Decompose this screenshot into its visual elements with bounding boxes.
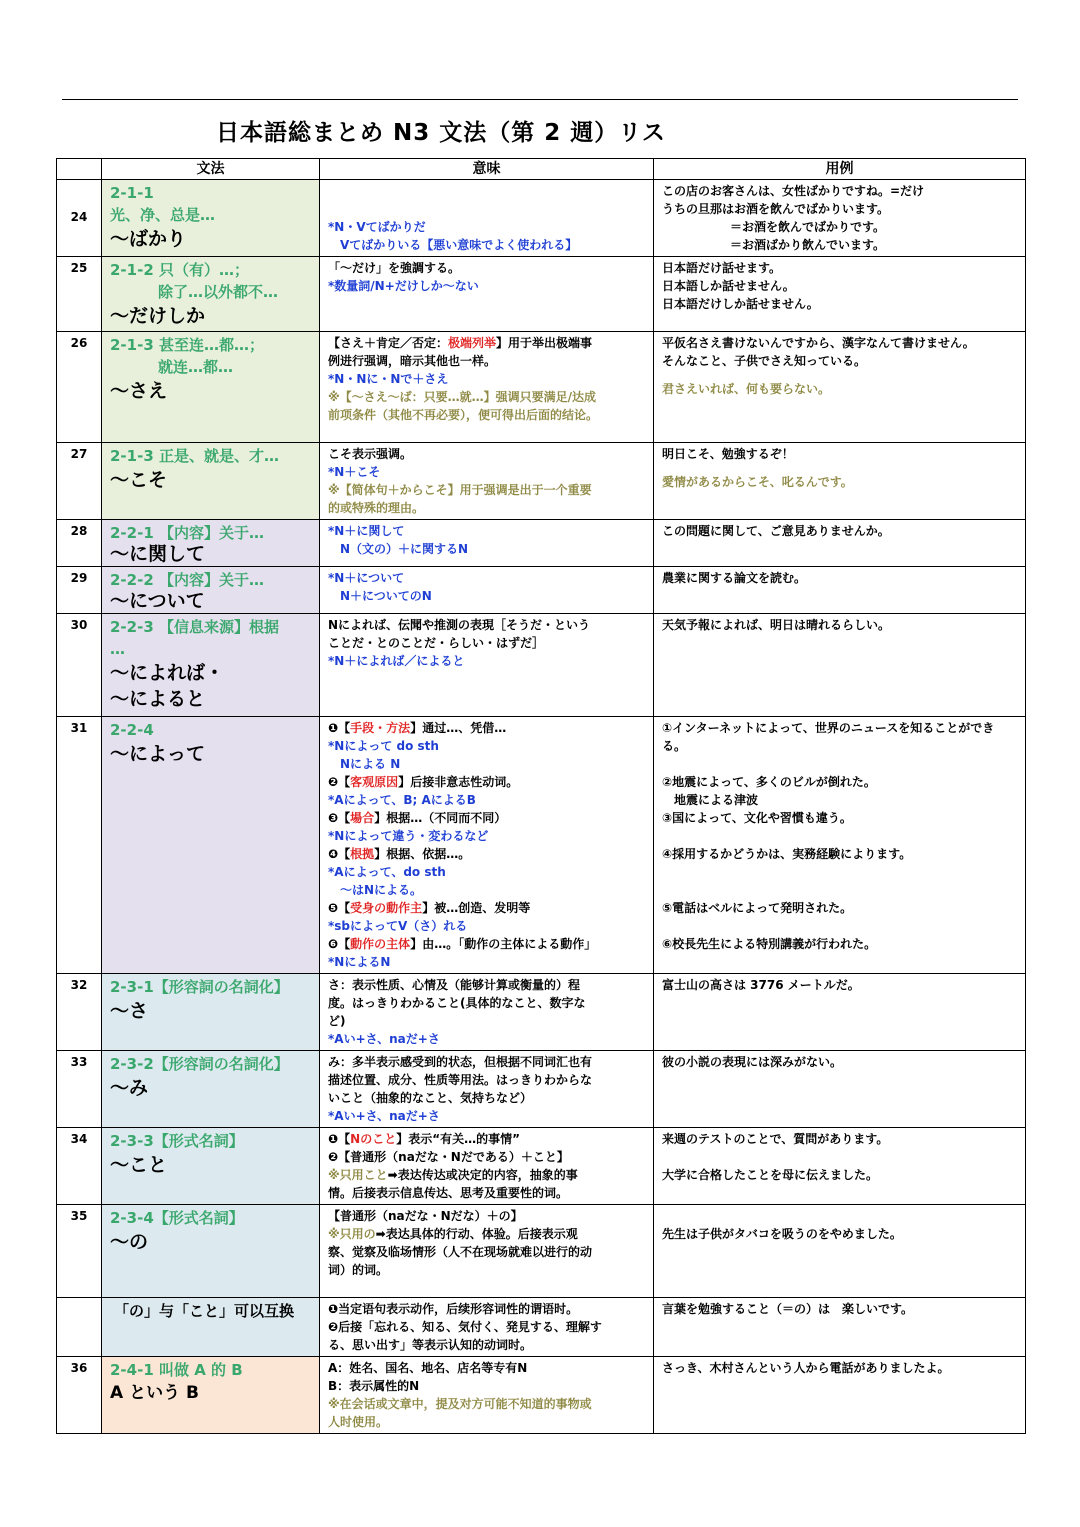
example-line: 平仮名さえ書けないんですから、漢字なんて書けません。 — [662, 336, 975, 350]
meaning-line: み：多半表示感受到的状态，但根据不同词汇也有 — [328, 1055, 593, 1069]
row-number: 32 — [57, 974, 102, 1051]
grammar-cell — [102, 1051, 320, 1128]
grammar-table — [56, 158, 1026, 1434]
meaning-line — [328, 935, 645, 953]
meaning-line: 人时使用。 — [328, 1415, 389, 1429]
grammar-chinese: … — [110, 640, 125, 658]
meaning-line — [328, 773, 645, 791]
grammar-code: 2-4-1 叫做 A 的 B — [110, 1361, 243, 1379]
meaning-suffix: 】用于举出极端事 — [496, 336, 593, 350]
meaning-line: A：姓名、国名、地名、店名等专有N — [328, 1361, 528, 1375]
grammar-code: 2-1-2 只（有）…； — [110, 261, 249, 279]
meaning-line — [328, 1225, 645, 1243]
meaning-line: Vてばかりいる【悪い意味でよく使われる】 — [340, 238, 578, 252]
meaning-note: ※只用こと — [328, 1168, 388, 1182]
table-row — [57, 614, 1026, 717]
meaning-mark: ❺【 — [328, 901, 351, 915]
meaning-cell — [320, 1298, 654, 1357]
table-row — [57, 1051, 1026, 1128]
example-cell — [654, 520, 1026, 567]
grammar-cell — [102, 332, 320, 443]
row-number: 35 — [57, 1205, 102, 1298]
grammar-form: ～こそ — [110, 469, 168, 491]
meaning-prefix: 【さえ＋肯定／否定： — [328, 336, 449, 350]
grammar-cell — [102, 567, 320, 614]
table-row — [57, 443, 1026, 520]
row-number: 26 — [57, 332, 102, 443]
table-row — [57, 1298, 1026, 1357]
table-row — [57, 257, 1026, 332]
meaning-keyword: 根拠 — [350, 847, 375, 861]
meaning-line: ど) — [328, 1014, 346, 1028]
table-row — [57, 567, 1026, 614]
meaning-line: *Aい+さ、naだ+さ — [328, 1032, 440, 1046]
example-line: 来週のテストのことで、質問があります。 — [662, 1132, 889, 1146]
grammar-code: 2-2-2 【内容】关于… — [110, 571, 264, 589]
table-row — [57, 974, 1026, 1051]
example-line: ⑥校長先生による特別講義が行われた。 — [662, 937, 877, 951]
example-cell — [654, 1205, 1026, 1298]
meaning-rest: 】后接非意志性动词。 — [398, 775, 519, 789]
meaning-line — [328, 1166, 645, 1184]
example-line: ①インターネットによって、世界のニュースを知ることができる。 — [662, 721, 995, 753]
header-example: 用例 — [654, 159, 1026, 180]
example-line: 富士山の高さは 3776 メートルだ。 — [662, 978, 860, 992]
example-line: 言葉を勉強すること（＝の）は 楽しいです。 — [662, 1302, 914, 1316]
table-row — [57, 1128, 1026, 1205]
table-row — [57, 520, 1026, 567]
example-cell — [654, 332, 1026, 443]
meaning-line: 「～だけ」を強調する。 — [328, 261, 461, 275]
meaning-line: 情。后接表示信息传达、思考及重要性的词。 — [328, 1186, 569, 1200]
meaning-line: N（文の）＋に関するN — [340, 542, 469, 556]
row-number: 30 — [57, 614, 102, 717]
grammar-form: ～さえ — [110, 380, 168, 402]
example-line: ＝お酒を飲んでばかりです。 — [730, 220, 886, 234]
example-line: そんなこと、子供でさえ知っている。 — [662, 354, 867, 368]
example-cell — [654, 974, 1026, 1051]
meaning-keyword: 极端列举 — [448, 336, 497, 350]
row-number: 25 — [57, 257, 102, 332]
row-number: 33 — [57, 1051, 102, 1128]
meaning-line: 的或特殊的理由。 — [328, 501, 425, 515]
grammar-form: 「の」与「こと」可以互换 — [114, 1302, 295, 1320]
grammar-form: A という B — [110, 1383, 199, 1403]
grammar-chinese: 就连…都… — [158, 358, 234, 376]
meaning-line: ❷【普通形（naだな・Nだである）＋こと】 — [328, 1150, 569, 1164]
meaning-line: *N・Vてばかりだ — [328, 220, 426, 234]
meaning-line: 例进行强调，暗示其他也一样。 — [328, 354, 497, 368]
meaning-cell — [320, 1205, 654, 1298]
meaning-rest: 】根据…（不同而不同） — [374, 811, 507, 825]
meaning-mark: ❻【 — [328, 937, 351, 951]
meaning-line: こそ表示强调。 — [328, 447, 413, 461]
meaning-mark: ❹【 — [328, 847, 351, 861]
example-line: ⑤電話はベルによって発明された。 — [662, 901, 853, 915]
page-title: 日本語総まとめ N3 文法（第 2 週）リス — [216, 120, 666, 146]
table-row — [57, 1357, 1026, 1434]
meaning-line: 度。はっきりわかること(具体的なこと、数字な — [328, 996, 586, 1010]
row-number: 31 — [57, 717, 102, 974]
example-line: 天気予報によれば、明日は晴れるらしい。 — [662, 618, 891, 632]
meaning-keyword: 手段・方法 — [350, 721, 411, 735]
meaning-cell — [320, 332, 654, 443]
table-row — [57, 332, 1026, 443]
example-line: 地震による津波 — [674, 793, 759, 807]
meaning-line: *N＋によれば／によると — [328, 654, 465, 668]
header-grammar: 文法 — [102, 159, 320, 180]
grammar-chinese: 除了…以外都不… — [158, 283, 279, 301]
example-line: 日本語だけ話せます。 — [662, 261, 782, 275]
example-line: ③国によって、文化や習慣も違う。 — [662, 811, 852, 825]
row-number: 36 — [57, 1357, 102, 1434]
grammar-form: ～み — [110, 1077, 149, 1099]
example-cell — [654, 1357, 1026, 1434]
meaning-line: ※【～さえ～ば：只要…就…】强调只要满足/达成 — [328, 390, 597, 404]
meaning-mark: ❶【 — [328, 721, 351, 735]
meaning-line: 前项条件（其他不再必要），便可得出后面的结论。 — [328, 408, 599, 422]
grammar-cell — [102, 717, 320, 974]
meaning-line: 词）的词。 — [328, 1263, 389, 1277]
meaning-line — [328, 719, 645, 737]
grammar-cell — [102, 1205, 320, 1298]
example-cell — [654, 1051, 1026, 1128]
meaning-rest: ➡表达传达或决定的内容，抽象的事 — [387, 1168, 578, 1182]
meaning-cell — [320, 257, 654, 332]
meaning-line: ～はNによる。 — [340, 883, 423, 897]
grammar-code: 2-3-4【形式名詞】 — [110, 1209, 244, 1227]
meaning-line: *数量詞/N+だけしか～ない — [328, 279, 479, 293]
table-row — [57, 717, 1026, 974]
example-cell — [654, 443, 1026, 520]
grammar-cell — [102, 974, 320, 1051]
meaning-line: *Aによって、do sth — [328, 865, 446, 879]
meaning-line: ※【简体句＋からこそ】用于强调是出于一个重要 — [328, 483, 592, 497]
grammar-code: 2-1-1 — [110, 184, 154, 202]
meaning-cell — [320, 567, 654, 614]
grammar-cell — [102, 614, 320, 717]
table-row — [57, 180, 1026, 257]
header-row — [57, 159, 1026, 180]
grammar-cell — [102, 443, 320, 520]
meaning-line: 描述位置、成分、性质等用法。はっきりわからな — [328, 1073, 593, 1087]
meaning-line: ことだ・とのことだ・らしい・はずだ］ — [328, 636, 545, 650]
meaning-rest: 】由…。「動作の主体による動作」 — [410, 937, 597, 951]
header-num — [57, 159, 102, 180]
meaning-rest: 】根据、依据…。 — [374, 847, 471, 861]
meaning-note: ※只用の — [328, 1227, 376, 1241]
grammar-form: ～ばかり — [110, 228, 187, 250]
meaning-line: *N＋について — [328, 571, 405, 585]
example-line: 大学に合格したことを母に伝えました。 — [662, 1168, 879, 1182]
meaning-line: ❷后接「忘れる、知る、気付く、発見する、理解す — [328, 1320, 602, 1334]
meaning-line — [328, 809, 645, 827]
example-cell — [654, 180, 1026, 257]
table-row — [57, 1205, 1026, 1298]
row-number: 29 — [57, 567, 102, 614]
grammar-cell — [102, 257, 320, 332]
meaning-cell — [320, 717, 654, 974]
meaning-line: *N・Nに・Nで＋さえ — [328, 372, 449, 386]
grammar-cell — [102, 1357, 320, 1434]
example-cell — [654, 567, 1026, 614]
grammar-form: ～に関して — [110, 543, 206, 565]
example-line: 明日こそ、勉強するぞ！ — [662, 447, 794, 461]
meaning-line: 察、觉察及临场情形（人不在现场就难以进行的动 — [328, 1245, 593, 1259]
example-line: ②地震によって、多くのビルが倒れた。 — [662, 775, 876, 789]
grammar-code: 2-2-4 — [110, 721, 154, 739]
example-line: ④採用するかどうかは、実務経験によります。 — [662, 847, 912, 861]
grammar-form: ～によって — [110, 743, 206, 765]
meaning-cell — [320, 1051, 654, 1128]
meaning-keyword: Nのこと — [350, 1132, 397, 1146]
grammar-form: ～について — [110, 590, 205, 612]
meaning-line: B：表示属性的N — [328, 1379, 420, 1393]
meaning-rest: 】表示“有关…的事情” — [396, 1132, 520, 1146]
meaning-cell — [320, 614, 654, 717]
grammar-code: 2-1-3 甚至连…都…； — [110, 336, 264, 354]
header-meaning: 意味 — [320, 159, 654, 180]
example-cell — [654, 614, 1026, 717]
meaning-cell — [320, 974, 654, 1051]
example-line: 先生は子供がタバコを吸うのをやめました。 — [662, 1227, 902, 1241]
meaning-line — [328, 1130, 645, 1148]
grammar-code: 2-3-3【形式名詞】 — [110, 1132, 244, 1150]
meaning-rest: 】被…创造、发明等 — [422, 901, 531, 915]
meaning-mark: ❷【 — [328, 775, 351, 789]
meaning-rest: ➡表达具体的行动、体验。后接表示观 — [375, 1227, 578, 1241]
meaning-line: *Aによって、B; AによるB — [328, 793, 476, 807]
meaning-rest: 】通过…、凭借… — [410, 721, 507, 735]
grammar-cell — [102, 180, 320, 257]
row-number: 28 — [57, 520, 102, 567]
example-line: 愛情があるからこそ、叱るんです。 — [662, 475, 853, 489]
grammar-code: 2-1-3 正是、就是、才… — [110, 447, 279, 465]
grammar-form: ～の — [110, 1231, 149, 1253]
meaning-line: 【普通形（naだな・Nだな）＋の】 — [328, 1209, 523, 1223]
meaning-line: さ：表示性质、心情及（能够计算或衡量的）程 — [328, 978, 581, 992]
example-line: この問題に関して、ご意見ありませんか。 — [662, 524, 890, 538]
meaning-keyword: 客观原因 — [350, 775, 399, 789]
grammar-form: ～さ — [110, 1000, 149, 1022]
meaning-line — [328, 334, 645, 352]
meaning-line: *NによるN — [328, 955, 391, 969]
example-cell — [654, 1298, 1026, 1357]
example-line: 日本語しか話せません。 — [662, 279, 795, 293]
meaning-line: ❶当定语句表示动作，后续形容词性的谓语时。 — [328, 1302, 579, 1316]
grammar-form: ～によれば・ — [110, 662, 225, 684]
meaning-keyword: 場合 — [350, 811, 375, 825]
meaning-cell — [320, 443, 654, 520]
meaning-cell — [320, 520, 654, 567]
meaning-mark: ❸【 — [328, 811, 351, 825]
grammar-code: 2-3-2【形容詞の名詞化】 — [110, 1055, 289, 1073]
meaning-cell — [320, 180, 654, 257]
meaning-line — [328, 899, 645, 917]
example-cell — [654, 1128, 1026, 1205]
grammar-code: 2-3-1【形容詞の名詞化】 — [110, 978, 289, 996]
grammar-code: 2-2-1 【内容】关于… — [110, 524, 264, 542]
grammar-code: 2-2-3 【信息来源】根据 — [110, 618, 279, 636]
grammar-form: ～だけしか — [110, 305, 206, 327]
meaning-cell — [320, 1128, 654, 1205]
row-number: 27 — [57, 443, 102, 520]
meaning-line: *N＋こそ — [328, 465, 381, 479]
meaning-line: いこと（抽象的なこと、気持ちなど） — [328, 1091, 533, 1105]
meaning-line: N＋についてのN — [340, 589, 432, 603]
meaning-line: ※在会话或文章中，提及对方可能不知道的事物或 — [328, 1397, 592, 1411]
meaning-keyword: 動作の主体 — [350, 937, 411, 951]
row-number — [57, 1298, 102, 1357]
top-rule — [62, 99, 1018, 100]
example-line: うちの旦那はお酒を飲んでばかりいます。 — [662, 202, 890, 216]
meaning-line: Nによれば、伝聞や推測の表現［そうだ・という — [328, 618, 591, 632]
example-line: 君さえいれば、何も要らない。 — [662, 382, 831, 396]
meaning-line: *Nによって違う・変わるなど — [328, 829, 489, 843]
meaning-line: *N＋に関して — [328, 524, 405, 538]
meaning-mark: ❶【 — [328, 1132, 351, 1146]
grammar-form-alt: ～によると — [110, 688, 206, 710]
grammar-chinese: 光、净、总是… — [110, 206, 216, 224]
grammar-cell — [102, 1128, 320, 1205]
meaning-line: Nによる N — [340, 757, 401, 771]
grammar-cell — [102, 520, 320, 567]
meaning-line: *sbによってV（さ）れる — [328, 919, 468, 933]
example-line: 日本語だけしか話せません。 — [662, 297, 819, 311]
meaning-line: *Aい+さ、naだ+さ — [328, 1109, 440, 1123]
meaning-line: *Nによって do sth — [328, 739, 439, 753]
example-line: さっき、木村さんという人から電話がありましたよ。 — [662, 1361, 950, 1375]
example-line: 彼の小説の表現には深みがない。 — [662, 1055, 843, 1069]
meaning-line: る、思い出す」等表示认知的动词时。 — [328, 1338, 533, 1352]
example-line: 農業に関する論文を読む。 — [662, 571, 807, 585]
grammar-cell — [102, 1298, 320, 1357]
row-number: 24 — [57, 180, 102, 257]
example-cell — [654, 257, 1026, 332]
example-cell — [654, 717, 1026, 974]
example-line: ＝お酒ばかり飲んでいます。 — [730, 238, 886, 252]
example-line: この店のお客さんは、女性ばかりですね。=だけ — [662, 184, 925, 198]
row-number: 34 — [57, 1128, 102, 1205]
grammar-form: ～こと — [110, 1154, 168, 1176]
meaning-keyword: 受身の動作主 — [350, 901, 423, 915]
meaning-cell — [320, 1357, 654, 1434]
meaning-line — [328, 845, 645, 863]
